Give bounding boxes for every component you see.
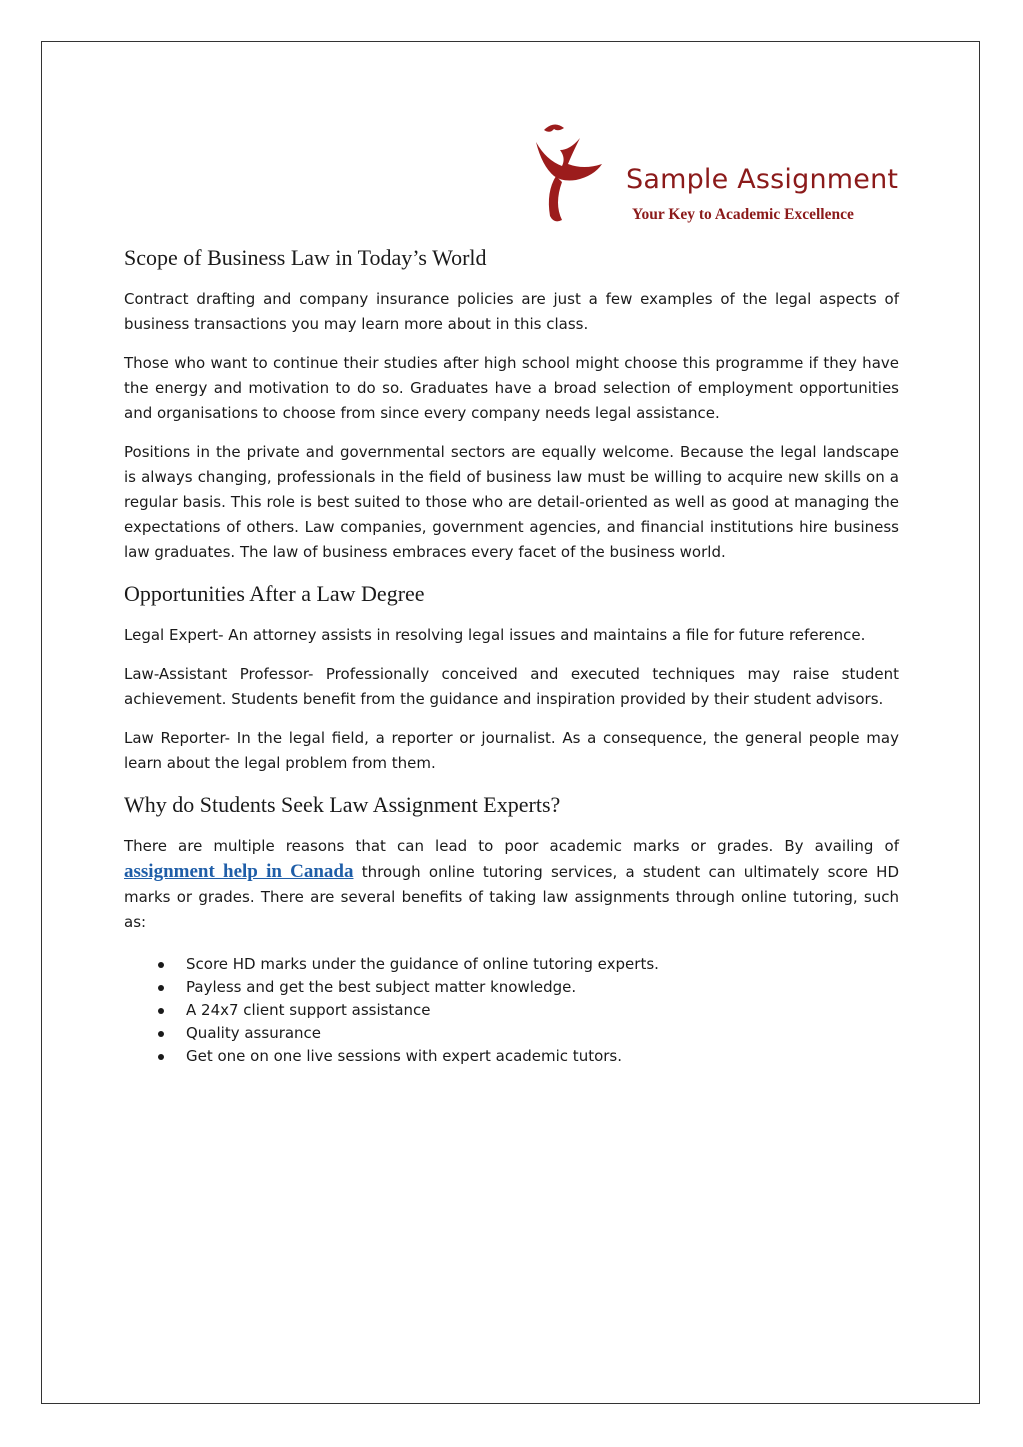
section-heading: Opportunities After a Law Degree [124,581,425,606]
logo-name: Sample Assignment [626,164,899,195]
list-item: A 24x7 client support assistance [124,999,899,1022]
logo-tagline: Your Key to Academic Excellence [632,206,854,223]
list-item: Quality assurance [124,1022,899,1045]
paragraph [124,834,899,935]
list-item: Get one on one live sessions with expert academic tutors. [124,1045,899,1068]
figure-mark-icon [532,120,632,230]
sample-assignment-logo [532,120,902,230]
paragraph: Legal Expert- An attorney assists in resolving legal issues and maintains a file for future reference. [124,626,866,644]
paragraph: Positions in the private and governmental sectors are equally welcome. Because the legal landscape is always changing, professionals in the field of business law must be willing to acquire new skills on a regular basis. This role is best suited to those who are detail-oriented as well as good at managing the expectations of others. Law companies, government agencies, and financial institutions hire business law graduates. The law of business embraces every facet of the business world. [124,443,899,561]
benefits-list [124,953,899,1068]
section-heading: Why do Students Seek Law Assignment Experts? [124,792,561,817]
assignment-help-link[interactable]: assignment help in Canada [124,861,354,882]
paragraph: Law-Assistant Professor- Professionally conceived and executed techniques may raise student achievement. Students benefit from the guidance and inspiration provided by their student advisors. [124,665,899,708]
document-body [124,243,899,1068]
intro-text: There are multiple reasons that can lead to poor academic marks or grades. By availing of [124,837,899,855]
section-heading: Scope of Business Law in Today’s World [124,245,487,270]
paragraph: Those who want to continue their studies after high school might choose this programme if they have the energy and motivation to do so. Graduates have a broad selection of employment opportunities and organisations to choose from since every company needs legal assistance. [124,354,899,422]
intro-text-continued: through online tutoring services, a student can ultimately score HD marks or grades. There are several benefits of taking law assignments through online tutoring, such as: [124,863,899,931]
paragraph: Law Reporter- In the legal field, a reporter or journalist. As a consequence, the general people may learn about the legal problem from them. [124,729,899,772]
list-item: Payless and get the best subject matter knowledge. [124,976,899,999]
list-item: Score HD marks under the guidance of online tutoring experts. [124,953,899,976]
paragraph: Contract drafting and company insurance policies are just a few examples of the legal aspects of business transactions you may learn more about in this class. [124,290,899,333]
